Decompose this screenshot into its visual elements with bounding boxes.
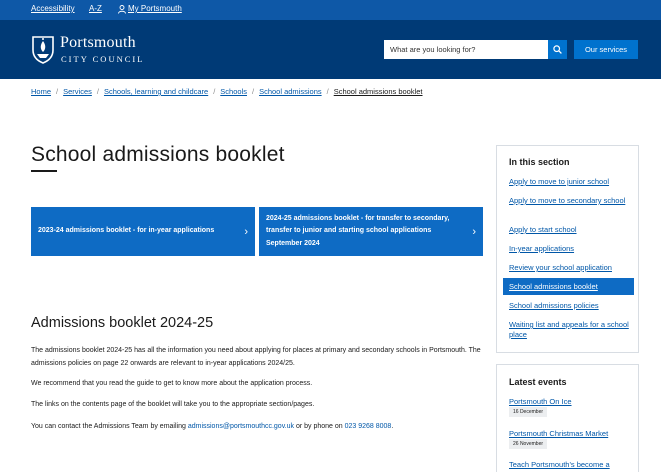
section-heading: Admissions booklet 2024-25 xyxy=(31,315,214,331)
chevron-right-icon: › xyxy=(244,225,248,238)
person-icon xyxy=(118,5,126,14)
contact-paragraph xyxy=(31,421,481,434)
title-underline xyxy=(31,170,57,172)
utility-bar xyxy=(0,0,661,20)
sidebar-item-admissions-booklet[interactable] xyxy=(503,278,634,295)
booklet-2023-24-card[interactable] xyxy=(31,207,255,256)
contents-paragraph: The links on the contents page of the booklet will take you to the appropriate section/pages. xyxy=(31,401,315,408)
site-header xyxy=(0,20,661,79)
recommend-paragraph: We recommend that you read the guide to get to know more about the application process. xyxy=(31,380,313,387)
events-title: Latest events xyxy=(509,377,567,387)
our-services-button[interactable]: Our services xyxy=(574,40,638,59)
breadcrumb-separator: / xyxy=(326,87,329,96)
intro-paragraph: The admissions booklet 2024-25 has all the information you need about applying for places at primary and secondary schools in Portsmouth. The admissions policies on page 22 onwards are relevant to in-year applications 2024/25. xyxy=(31,347,481,367)
breadcrumb-separator: / xyxy=(251,87,255,96)
event-date-badge: 26 November xyxy=(509,439,547,449)
chevron-right-icon: › xyxy=(472,225,476,238)
sidebar-item-junior-school[interactable]: Apply to move to junior school xyxy=(509,177,610,186)
contact-text: . xyxy=(391,423,394,430)
card-label: 2023-24 admissions booklet - for in-year applications xyxy=(38,227,215,235)
event-link[interactable]: Portsmouth On Ice xyxy=(509,397,572,406)
event-link[interactable]: Teach Portsmouth's become a xyxy=(509,460,610,469)
breadcrumb-current: School admissions booklet xyxy=(333,87,423,96)
breadcrumb-schools-learning[interactable]: Schools, learning and childcare xyxy=(103,87,209,96)
contact-text: or by phone on xyxy=(294,423,345,430)
logo-subtitle: CITY COUNCIL xyxy=(61,54,145,64)
search-icon xyxy=(553,45,562,54)
booklet-2024-25-card[interactable] xyxy=(259,207,483,256)
sidebar-item-waiting-list[interactable]: Waiting list and appeals for a school place xyxy=(509,320,629,339)
contact-text: You can contact the Admissions Team by emailing xyxy=(31,423,188,430)
breadcrumb-home[interactable]: Home xyxy=(31,87,52,96)
breadcrumb-school-admissions[interactable]: School admissions xyxy=(259,87,322,96)
breadcrumb-separator: / xyxy=(213,87,216,96)
event-link[interactable]: Portsmouth Christmas Market xyxy=(509,429,609,438)
sidebar-item-label: School admissions booklet xyxy=(509,282,598,291)
in-this-section-panel xyxy=(496,145,639,353)
sidebar-title: In this section xyxy=(509,157,570,167)
page-title: School admissions booklet xyxy=(31,143,285,166)
sidebar-item-policies[interactable]: School admissions policies xyxy=(509,301,599,310)
breadcrumb-schools[interactable]: Schools xyxy=(220,87,247,96)
sidebar-item-in-year[interactable]: In-year applications xyxy=(509,244,575,253)
a-z-link[interactable]: A-Z xyxy=(89,4,102,13)
event-date-badge: 16 December xyxy=(509,407,547,417)
sidebar-item-review[interactable]: Review your school application xyxy=(509,263,612,272)
sidebar-item-secondary-school[interactable]: Apply to move to secondary school xyxy=(509,196,626,205)
breadcrumb-separator: / xyxy=(56,87,59,96)
breadcrumb xyxy=(31,87,423,96)
breadcrumb-separator: / xyxy=(96,87,99,96)
accessibility-link[interactable]: Accessibility xyxy=(31,4,75,13)
search-button[interactable] xyxy=(548,40,567,59)
latest-events-panel xyxy=(496,364,639,472)
logo-wordmark: Portsmouth xyxy=(60,34,136,51)
breadcrumb-services[interactable]: Services xyxy=(63,87,92,96)
phone-link[interactable]: 023 9268 8008 xyxy=(344,423,392,430)
card-label: 2024-25 admissions booklet - for transfer to secondary, transfer to junior and starting school applications September 2024 xyxy=(266,214,450,247)
sidebar-item-start-school[interactable]: Apply to start school xyxy=(509,225,577,234)
email-link[interactable]: admissions@portsmouthcc.gov.uk xyxy=(187,423,295,430)
council-crest-logo[interactable] xyxy=(31,33,55,65)
my-portsmouth-link[interactable]: My Portsmouth xyxy=(128,4,182,13)
search-input[interactable] xyxy=(384,40,548,59)
